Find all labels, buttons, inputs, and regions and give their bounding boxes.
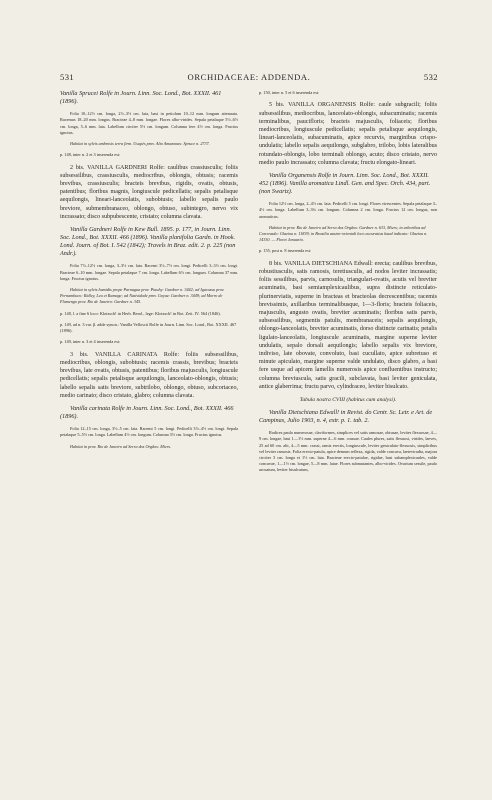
correction-note: p. 148, l. a fine 6 loco: Klotzsch! in Herb. Berol., lege: Klotzsch! in Bot. Zeit. IV. 564 (1846). [60, 310, 221, 316]
description-small: Folia 7½–12½ cm. longa, 3–3½ cm. lata. Racemi 3½–7½ cm. longi. Pedicelli 3–3½ cm. longi. Bracteae 6–10 mm. longae. Sepala petalaque 7 cm. longa. Labellum 6½ cm. longum. Columna 37 mm. longa. Fructus ignotus. [60, 263, 238, 281]
description-small: Folia 10–12½ cm. longa, 2½–3½ cm. lata, basi in petiolum 10–12 mm. longum attenuata. Racemus 18–20 mm. longus. Bracteae 4–8 mm. longae. Flores albo-virides. Sepala petalaque 5½–6½ cm. longa, 5–6 mm. lata. Labellum circiter 5½ cm. longum. Columna fere 4½ cm. longa. Fructus ignotus. [60, 111, 238, 135]
running-title: ORCHIDACEAE: ADDENDA. [187, 72, 311, 82]
description-small: Folia 12–15 cm. longa, 3½–5 cm. lata. Racemi 5 cm. longi. Pedicelli 3½–4½ cm. longi. Sepala petalaque 5–5½ cm. longa. Labellum 4½ cm. longum. Columna 3½ cm. longa. Fructus ignotus. [60, 426, 238, 438]
species-entry: 3 bis. VANILLA CARINATA Rolfe: foliis subsessilibus, mediocribus, oblongis, subobtusis; racemis crassis, brevibus; bracteis brevibus, late ovatis, obtusis, patentibus; floribus majusculis, longiuscule pedicellatis; sepalis petalisque aequilongis, lanceolato-oblongis, obtusis; labello sepalis satis breviore, subtrilobo, oblongo, obtuso, subcoriaceo, medio carinato; disco cristato, glabro; columna clavata. [60, 351, 238, 399]
right-column [259, 90, 437, 479]
species-entry: 5 bis. VANILLA ORGANENSIS Rolfe: caule subgracili; foliis subsessilibus, mediocribus, lanceolato-oblongis, subacuminatis; racemis terminalibus, paucifloris; bracteis majusculis, foliaceis; floribus mediocribus, longiuscule pedicellatis; sepalis petalisque aequilongis, lineari-lanceolatis, subacuminatis, apice recurvis, marginibus crispo-undulatis; labello sepalis aequilongo, subglabro, trilobo, lobis lateralibus rotundato-oblongis, lobo terminali oblongo, acuto; disco cristato, nervo medio paulo incrassato; columna clavata; fructu elongato-lineari. [259, 102, 437, 166]
right-page-number: 532 [423, 72, 438, 82]
insertion-note: p. 155, post n. 8 inserenda est: [259, 248, 312, 254]
plate-reference: Tabula nostra CVIII (habitus cum analysi). [299, 396, 397, 403]
species-entry: 8 bis. VANILLA DIETSCHIANA Edwall: erecta; caulibus brevibus, robustiusculis, satis ramosis, teretiusculis, ad nodos leviter incrassatis; foliis sessilibus, parvis, carnosulis, triangulari-ovatis, acutis vel breviter acuminatis, basi semiamplexicaulibus, supra distincte reticulato-plurinerviatis, superne in bracteas et bracteolas decrescentibus; racemis brevissimis, axillaribus terminalibusque, 1—3-floris; bracteis foliaceis, majusculis, angusto ovatis, breviter acuminatis; floribus satis parvis, subsessilibus, segmentis patulis, membranaceis; sepalis aequilongis, oblongo-lanceolatis, breviter acuminatis, dorso distincte carinatis; petalis ligulato-lanceolatis, longiuscule acuminatis, margine superne leviter undulatis, sepalo dorsali aequilongis; labello sepalis vix breviore, indiviso, late obovate, convoluto, basi cucullato, apice subretuso et minute apiculato, margine superne valde undulato, disco glabro, a basi fere usque ad apicem lamellis numerosis apice confluentibus instructo; columna breviuscula, satis gracili, subclavata, basi leviter geniculata, antice glaberrima; fructu parvo, cylindraceo, leviter bisulcato. [259, 260, 437, 390]
species-entry: 2 bis. VANILLA GARDNERI Rolfe: caulibus crassiusculis; foliis subsessilibus, crassiusculis, mediocribus, oblongis, obtusis; racemis brevibus, crassiusculis; bracteis brevibus, rigidis, ovatis, obtusis, patentibus; floribus magnis, longiuscule pedicellatis; sepalis petalisque aequilongis, lineari-lanceolatis, subobtusis; labello sepalis paulo breviore, submembranaceo, oblongo, obtuso, subintegro, nervo vix incrassato; disco subpubescente, cristato; columna clavata. [60, 164, 238, 220]
habitat: Habitat in sylvis umbrosis terra firm. Usupés prov. Alto Amazonas: Spruce n. 2737. [70, 141, 210, 146]
description-small: Folia 12½ cm. longa, 2–4½ cm. lata. Pedicelli 5 cm. longi. Flores virescentes. Sepala petalaque 3–4½ cm. longa. Labellum 3–3¾ cm. longum. Columna 2 cm. longa. Fructus 12 cm. longus, non aromaticus. [259, 201, 437, 219]
citation: Vanilla carinata Rolfe in Journ. Linn. Soc. Lond., Bot. XXXII. 466 (1896). [60, 404, 234, 421]
habitat: Habitat in prov. Rio de Janeiro ad Serra dos Orgãos: Miers. [70, 443, 172, 449]
insertion-note: p. 149, inter n. 3 et 4 inserenda est: [60, 339, 121, 345]
page-header [60, 72, 438, 86]
citation: Vanilla Sprucei Rolfe in Journ. Linn. Soc. Lond., Bot. XXXII. 461 (1896). [60, 90, 222, 106]
citation: Vanilla Gardneri Rolfe in Kew Bull. 1895. p. 177, in Journ. Linn. Soc. Lond., Bot. XXXII. 466 (1896). Vanilla planifolia Gardn. in Hook. Lond. Journ. of Bot. I. 542 (1842); Travels in Braz. edit. 2. p. 225 (non Andr.). [60, 225, 236, 258]
left-column [60, 90, 238, 455]
insertion-note: p. 150, inter n. 5 et 6 inserenda est: [259, 90, 320, 95]
citation: Vanilla Organensis Rolfe in Journ. Linn. Soc. Lond., Bot. XXXII. 452 (1896). Vanilla aromatica Lindl. Gen. and Spec. Orch. 434, part. (non Swartz). [259, 171, 431, 196]
left-page-number: 531 [60, 72, 75, 82]
habitat: Habitat in prov. Rio de Janeiro ad Serra dos Orgãos: Gardner n. 633, Miers; in arboribus ad Corcovado: Glaziou n. 11839; in Brasilia austro-orientali loco accuratius haud indicato: Glaziou n. 14330. — Floret Januario. [259, 224, 428, 243]
citation: Vanilla Dietschiana Edwall! in Revist. do Centr. Sc. Letr. e Art. de Campinas, Julio 1903, n. 4, extr. p. 1. tab. 2. [259, 409, 433, 425]
habitat: Habitat in sylvis humidis prope Parnagua prov. Piauhy: Gardner n. 3442; ad Igarassu prov. Pernambuco: Ridley, Lea et Ramage; ad Natividade prov. Goyaz: Gardner n. 3449; ad Morro de Flamengo prov. Rio de Janeiro: Gardner n. 345. [60, 286, 225, 305]
description-small: Radices paulo numerosae, claviformes, simplices vel satis ramosae, obtusae, leviter flexuosae, 4—9 cm. longae, basi 1—1½ mm. superne 4—6 mm. crassae. Caules plures, satis flexuosi, virides, laeves, 25 ad 60 cm. alti, 4—5 mm. crassi, ramis erectis, longiuscule, leviter geniculato-flexuosis, simplicibus vel leviter ramosis. Folia erecto-patula, apice demum reflexa, rigida, valde concava, laetevirudia, majora circiter 3 cm. longa et 1½ cm. lata. Bracteae erecto-patulae, rigidae, basi subamplexicaules, valde concavae, 1—1½ cm. longae, 5—8 mm. latae. Flores submutantes, albo-virides. Ovarium sessile, paulo arcuatum, leviter bisulcatum, [259, 430, 437, 473]
synonym-note: p. 149, ad n. 3 var. β. adde synon.: Vanilla Velloscii Rolfe in Journ. Linn. Soc. Lond., Bot. XXXII. 467 (1896). [60, 321, 237, 334]
insertion-note: p. 148, inter n. 2 et 3 inserenda est: [60, 152, 121, 158]
